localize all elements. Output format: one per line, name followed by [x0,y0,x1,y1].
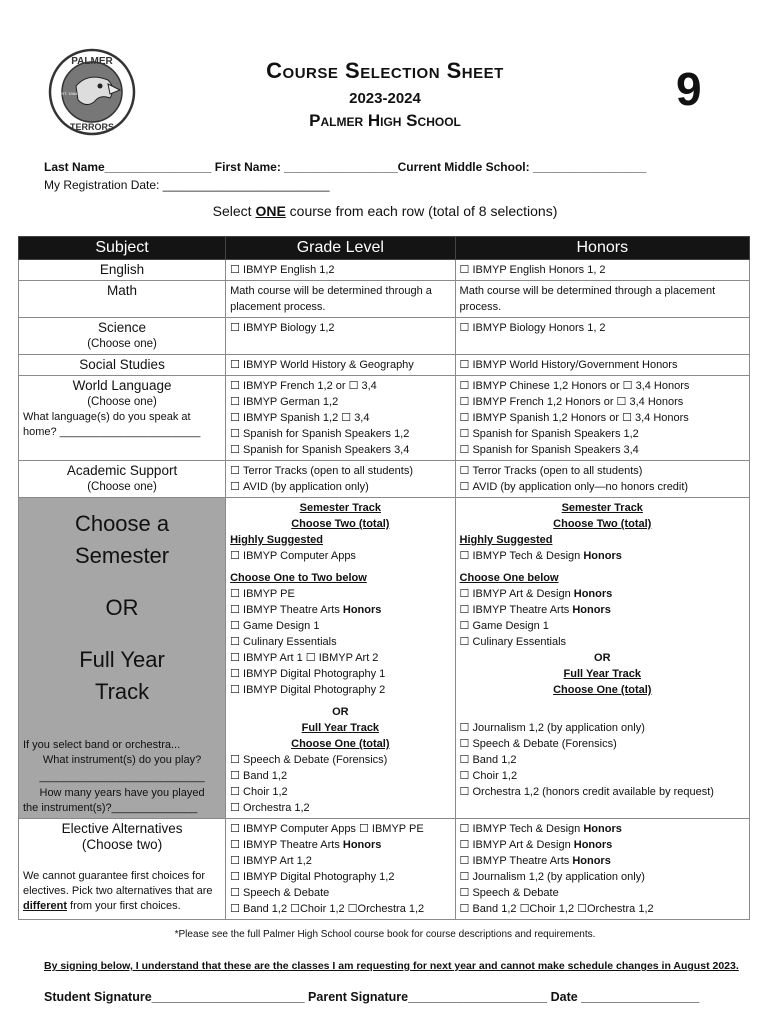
option-science-honors[interactable]: ☐ IBMYP Biology Honors 1, 2 [455,318,749,355]
subject-social-studies: Social Studies [19,355,226,376]
list-item[interactable]: ☐ IBMYP Theatre Arts Honors [230,602,450,618]
list-item[interactable]: ☐ Journalism 1,2 (by application only) [460,720,745,736]
list-item[interactable]: ☐ Spanish for Spanish Speakers 1,2 [230,426,450,442]
list-item[interactable]: ☐ Orchestra 1,2 [230,800,450,816]
list-item[interactable]: ☐ Game Design 1 [230,618,450,634]
row-english [19,260,750,281]
list-item[interactable]: ☐ IBMYP Art 1 ☐ IBMYP Art 2 [230,650,450,666]
list-item[interactable]: ☐ IBMYP PE [230,586,450,602]
svg-text:PALMER: PALMER [71,56,113,67]
grade-number: 9 [676,63,702,115]
semester-honors-options: Semester Track Choose Two (total) Highly Suggested ☐ IBMYP Tech & Design Honors Choose One below ☐ IBMYP Art & Design Honors ☐ IBMYP Theatre Arts Honors ☐ Game Design 1 ☐ Culinary Essentials OR Full Year Track Choose One (total) ☐ Journalism 1,2 (by application only) ☐ Speech & Debate (Forensics) ☐ Band 1,2 ☐ Choir 1,2 ☐ Orchestra 1,2 (honors credit available by request) [455,498,749,819]
option-science-grade[interactable]: ☐ IBMYP Biology 1,2 [226,318,455,355]
elective-honors-options [455,819,749,920]
list-item[interactable]: ☐ IBMYP French 1,2 or ☐ 3,4 [230,378,450,394]
list-item[interactable]: ☐ IBMYP Tech & Design Honors [460,821,745,837]
svg-text:EST. 1964: EST. 1964 [58,91,78,96]
elective-warning: We cannot guarantee first choices for electives. Pick two alternatives that are different from your first choices. [23,870,213,912]
list-item[interactable]: ☐ AVID (by application only) [230,479,450,495]
list-item[interactable]: ☐ IBMYP Theatre Arts Honors [460,853,745,869]
list-item[interactable]: ☐ Speech & Debate (Forensics) [460,736,745,752]
list-item[interactable]: ☐ Band 1,2 [460,752,745,768]
option-english-honors[interactable]: ☐ IBMYP English Honors 1, 2 [455,260,749,281]
list-item[interactable]: ☐ IBMYP Theatre Arts Honors [230,837,450,853]
subject-science: Science (Choose one) [19,318,226,355]
row-science [19,318,750,355]
page-title: Course Selection Sheet [266,58,504,83]
option-english-grade[interactable]: ☐ IBMYP English 1,2 [226,260,455,281]
list-item[interactable]: ☐ Orchestra 1,2 (honors credit available by request) [460,784,745,800]
world-language-honors-options [455,376,749,461]
academic-grade-options [226,461,455,498]
row-elective-alternatives [19,819,750,920]
list-item[interactable]: ☐ Speech & Debate [230,885,450,901]
selection-instructions: Select ONE course from each row (total of 8 selections) [212,203,558,219]
list-item[interactable]: ☐ Choir 1,2 [230,784,450,800]
home-language-question[interactable]: What language(s) do you speak at home? _______________________ [23,411,201,438]
palmer-terrors-logo [48,48,136,136]
list-item[interactable]: ☐ IBMYP Spanish 1,2 Honors or ☐ 3,4 Honors [460,410,745,426]
years-played-field[interactable]: the instrument(s)?______________ [23,802,198,814]
subject-math: Math [19,281,226,318]
list-item[interactable]: ☐ IBMYP Computer Apps ☐ IBMYP PE [230,821,450,837]
row-academic-support [19,461,750,498]
list-item[interactable]: ☐ IBMYP Tech & Design Honors [460,548,745,564]
header-subject: Subject [19,237,226,260]
list-item[interactable]: ☐ Band 1,2 ☐Choir 1,2 ☐Orchestra 1,2 [230,901,450,917]
list-item[interactable]: ☐ Journalism 1,2 (by application only) [460,869,745,885]
list-item[interactable]: ☐ IBMYP Computer Apps [230,548,450,564]
list-item[interactable]: ☐ IBMYP Digital Photography 1,2 [230,869,450,885]
instrument-field[interactable]: ___________________________ [39,771,205,783]
school-year: 2023-2024 [349,90,421,107]
option-social-honors[interactable]: ☐ IBMYP World History/Government Honors [455,355,749,376]
list-item[interactable]: ☐ Band 1,2 ☐Choir 1,2 ☐Orchestra 1,2 [460,901,745,917]
list-item[interactable]: ☐ IBMYP Digital Photography 2 [230,682,450,698]
elective-grade-options [226,819,455,920]
list-item[interactable]: ☐ Terror Tracks (open to all students) [460,463,745,479]
list-item[interactable]: ☐ Band 1,2 [230,768,450,784]
course-selection-table [18,236,750,920]
list-item[interactable]: ☐ Culinary Essentials [460,634,745,650]
list-item[interactable]: ☐ IBMYP Theatre Arts Honors [460,602,745,618]
list-item[interactable]: ☐ IBMYP Art & Design Honors [460,586,745,602]
list-item[interactable]: ☐ Speech & Debate (Forensics) [230,752,450,768]
list-item[interactable]: ☐ IBMYP German 1,2 [230,394,450,410]
row-semester-track [19,498,750,819]
subject-semester-or-full-year: Choose a Semester OR Full Year Track If you select band or orchestra... What instrument(s) do you play? ___________________________ How many years have you played the instrument(s)?______________ [19,498,226,819]
row-math [19,281,750,318]
option-social-grade[interactable]: ☐ IBMYP World History & Geography [226,355,455,376]
subject-world-language: World Language (Choose one) What language(s) do you speak at home? _______________________ [19,376,226,461]
math-grade-note: Math course will be determined through a placement process. [226,281,455,318]
list-item[interactable]: ☐ Spanish for Spanish Speakers 3,4 [230,442,450,458]
header-honors: Honors [455,237,749,260]
name-fields-line[interactable]: Last Name________________ First Name: _________________Current Middle School: _________________ [44,160,647,174]
list-item[interactable]: ☐ IBMYP Spanish 1,2 ☐ 3,4 [230,410,450,426]
world-language-grade-options [226,376,455,461]
svg-text:TERRORS: TERRORS [69,122,115,132]
course-book-note: *Please see the full Palmer High School course book for course descriptions and requirements. [174,929,596,940]
list-item[interactable]: ☐ Spanish for Spanish Speakers 1,2 [460,426,745,442]
list-item[interactable]: ☐ Game Design 1 [460,618,745,634]
registration-date-line[interactable]: My Registration Date: _________________________ [44,178,330,192]
list-item[interactable]: ☐ Terror Tracks (open to all students) [230,463,450,479]
header-grade-level: Grade Level [226,237,455,260]
semester-grade-options: Semester Track Choose Two (total) Highly Suggested ☐ IBMYP Computer Apps Choose One to Two below ☐ IBMYP PE ☐ IBMYP Theatre Arts Honors ☐ Game Design 1 ☐ Culinary Essentials ☐ IBMYP Art 1 ☐ IBMYP Art 2 ☐ IBMYP Digital Photography 1 ☐ IBMYP Digital Photography 2 OR Full Year Track Choose One (total) ☐ Speech & Debate (Forensics) ☐ Band 1,2 ☐ Choir 1,2 ☐ Orchestra 1,2 [226,498,455,819]
academic-honors-options [455,461,749,498]
list-item[interactable]: ☐ IBMYP Digital Photography 1 [230,666,450,682]
list-item[interactable]: ☐ Choir 1,2 [460,768,745,784]
list-item[interactable]: ☐ IBMYP Art & Design Honors [460,837,745,853]
signature-line[interactable]: Student Signature______________________ Parent Signature____________________ Date _________________ [44,990,700,1004]
list-item[interactable]: ☐ IBMYP Art 1,2 [230,853,450,869]
school-name: Palmer High School [309,111,461,130]
list-item[interactable]: ☐ Culinary Essentials [230,634,450,650]
subject-academic-support: Academic Support (Choose one) [19,461,226,498]
subject-english: English [19,260,226,281]
row-world-language [19,376,750,461]
math-honors-note: Math course will be determined through a placement process. [455,281,749,318]
list-item[interactable]: ☐ Spanish for Spanish Speakers 3,4 [460,442,745,458]
list-item[interactable]: ☐ IBMYP French 1,2 Honors or ☐ 3,4 Honors [460,394,745,410]
row-social-studies [19,355,750,376]
subject-elective-alternatives: Elective Alternatives (Choose two) We cannot guarantee first choices for electives. Pick two alternatives that are different from your first choices. [19,819,226,920]
agreement-statement: By signing below, I understand that these are the classes I am requesting for next year and cannot make schedule changes in August 2023. [44,960,739,972]
list-item[interactable]: ☐ IBMYP Chinese 1,2 Honors or ☐ 3,4 Honors [460,378,745,394]
list-item[interactable]: ☐ AVID (by application only—no honors credit) [460,479,745,495]
list-item[interactable]: ☐ Speech & Debate [460,885,745,901]
table-header-row [19,237,750,260]
